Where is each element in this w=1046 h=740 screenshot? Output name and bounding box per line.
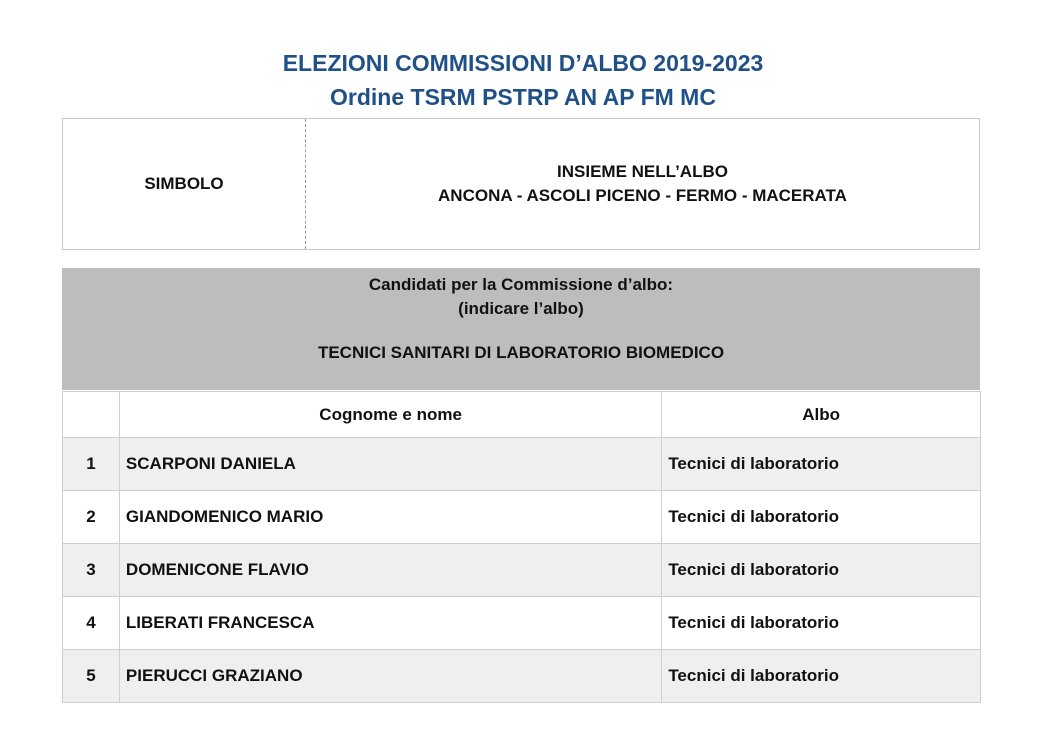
row-number: 2 — [63, 491, 120, 544]
title-line-2: Ordine TSRM PSTRP AN AP FM MC — [330, 84, 716, 110]
title-line-1: ELEZIONI COMMISSIONI D’ALBO 2019-2023 — [282, 50, 764, 76]
table-row — [63, 597, 981, 650]
row-number: 1 — [63, 438, 120, 491]
document-title — [0, 46, 1046, 114]
list-name-line-1: INSIEME NELL’ALBO — [557, 162, 728, 181]
row-albo: Tecnici di laboratorio — [662, 597, 981, 650]
symbol-label: SIMBOLO — [63, 119, 306, 249]
row-name: PIERUCCI GRAZIANO — [119, 650, 661, 703]
row-number: 4 — [63, 597, 120, 650]
candidates-table — [62, 391, 981, 703]
row-albo: Tecnici di laboratorio — [662, 544, 981, 597]
list-name-line-2: ANCONA - ASCOLI PICENO - FERMO - MACERATA — [438, 186, 847, 205]
column-header-number — [63, 392, 120, 438]
column-header-albo: Albo — [662, 392, 981, 438]
row-albo: Tecnici di laboratorio — [662, 650, 981, 703]
row-albo: Tecnici di laboratorio — [662, 491, 981, 544]
symbol-box — [62, 118, 980, 250]
table-row — [63, 491, 981, 544]
candidates-header-line-3: TECNICI SANITARI DI LABORATORIO BIOMEDICO — [317, 343, 725, 362]
row-name: GIANDOMENICO MARIO — [119, 491, 661, 544]
row-name: DOMENICONE FLAVIO — [119, 544, 661, 597]
row-number: 3 — [63, 544, 120, 597]
row-number: 5 — [63, 650, 120, 703]
row-name: LIBERATI FRANCESCA — [119, 597, 661, 650]
candidates-header-line-2: (indicare l’albo) — [458, 299, 584, 318]
row-name: SCARPONI DANIELA — [119, 438, 661, 491]
table-row — [63, 544, 981, 597]
row-albo: Tecnici di laboratorio — [662, 438, 981, 491]
list-name — [306, 119, 979, 249]
table-header-row — [63, 392, 981, 438]
table-row — [63, 438, 981, 491]
column-header-name: Cognome e nome — [119, 392, 661, 438]
candidates-header — [62, 268, 980, 390]
table-row — [63, 650, 981, 703]
candidates-header-line-1: Candidati per la Commissione d’albo: — [368, 275, 674, 294]
